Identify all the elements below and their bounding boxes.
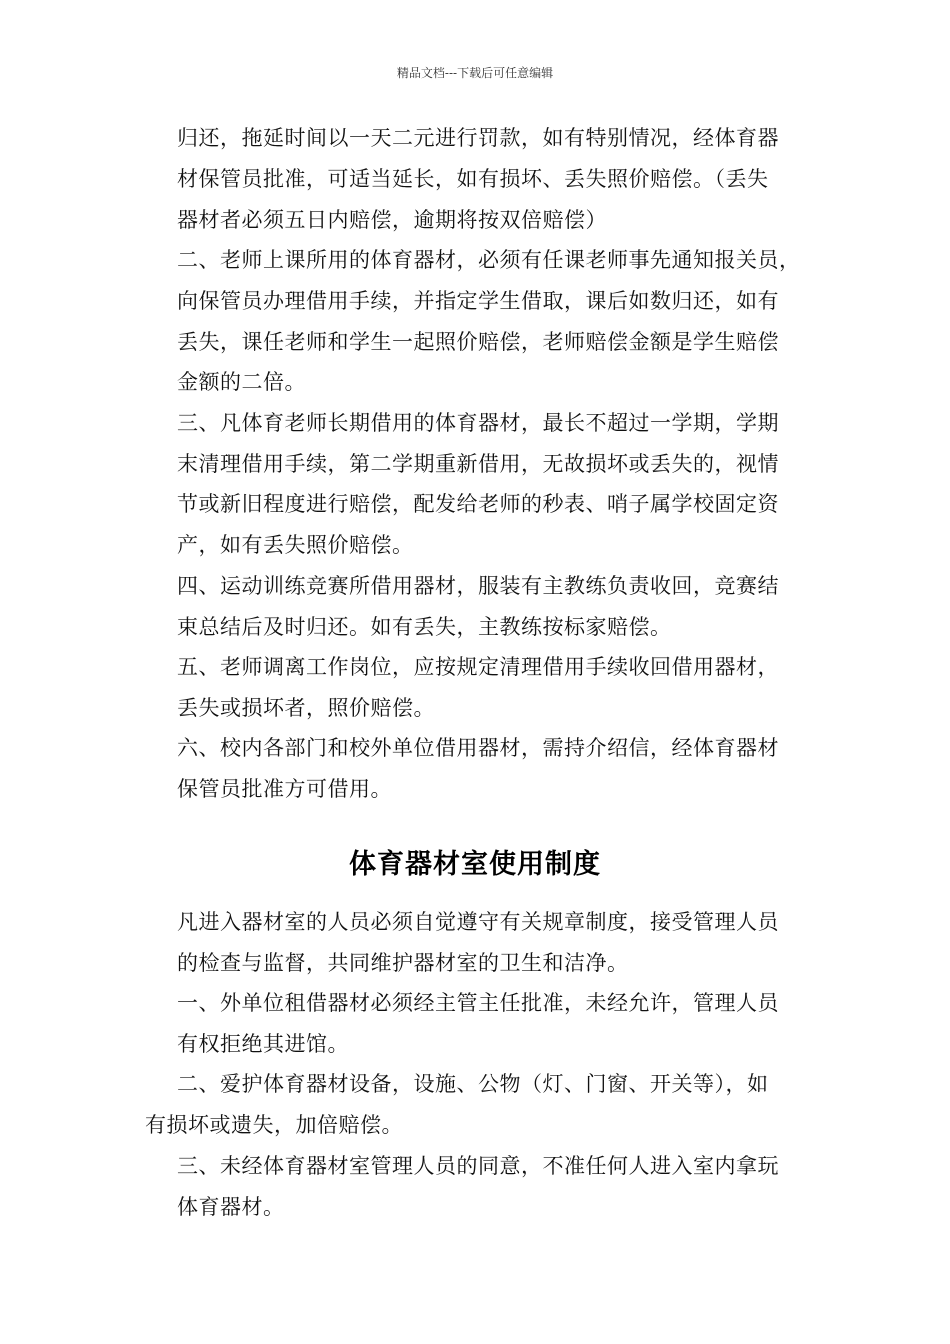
text-line: 三、凡体育老师长期借用的体育器材，最长不超过一学期，学期 <box>177 411 779 435</box>
text-line: 丢失或损坏者，照价赔偿。 <box>177 696 435 720</box>
text-line: 向保管员办理借用手续，并指定学生借取，课后如数归还，如有 <box>177 289 779 313</box>
text-line: 体育器材。 <box>177 1195 285 1219</box>
text-line: 材保管员批准，可适当延长，如有损坏、丢失照价赔偿。（丢失 <box>177 167 769 191</box>
text-line: 丢失，课任老师和学生一起照价赔偿，老师赔偿金额是学生赔偿 <box>177 330 779 354</box>
section-title: 体育器材室使用制度 <box>349 849 601 880</box>
text-line: 产，如有丢失照价赔偿。 <box>177 533 414 557</box>
text-line: 一、外单位租借器材必须经主管主任批准，未经允许，管理人员 <box>177 991 779 1015</box>
text-line: 节或新旧程度进行赔偿，配发给老师的秒表、哨子属学校固定资 <box>177 492 779 516</box>
page-header: 精品文档---下载后可任意编辑 <box>396 66 554 80</box>
text-line: 金额的二倍。 <box>177 370 306 394</box>
text-line: 末清理借用手续，第二学期重新借用，无故损坏或丢失的，视情 <box>177 452 779 476</box>
text-line: 有权拒绝其进馆。 <box>177 1032 349 1056</box>
text-line: 归还，拖延时间以一天二元进行罚款，如有特别情况，经体育器 <box>177 126 779 150</box>
text-line: 器材者必须五日内赔偿，逾期将按双倍赔偿） <box>177 208 607 232</box>
text-line: 二、老师上课所用的体育器材，必须有任课老师事先通知报关员， <box>177 248 801 272</box>
text-line: 的检查与监督，共同维护器材室的卫生和洁净。 <box>177 951 629 975</box>
text-line: 束总结后及时归还。如有丢失，主教练按标家赔偿。 <box>177 615 672 639</box>
text-line: 五、老师调离工作岗位，应按规定清理借用手续收回借用器材， <box>177 655 779 679</box>
text-line: 有损坏或遗失，加倍赔偿。 <box>145 1113 403 1137</box>
text-line: 四、运动训练竞赛所借用器材，服装有主教练负责收回，竞赛结 <box>177 574 779 598</box>
text-line: 二、爱护体育器材设备，设施、公物（灯、门窗、开关等），如 <box>177 1072 769 1096</box>
text-line: 三、未经体育器材室管理人员的同意，不准任何人进入室内拿玩 <box>177 1154 779 1178</box>
text-line: 六、校内各部门和校外单位借用器材，需持介绍信，经体育器材 <box>177 736 779 760</box>
text-line: 保管员批准方可借用。 <box>177 777 392 801</box>
text-line: 凡进入器材室的人员必须自觉遵守有关规章制度，接受管理人员 <box>177 910 779 934</box>
